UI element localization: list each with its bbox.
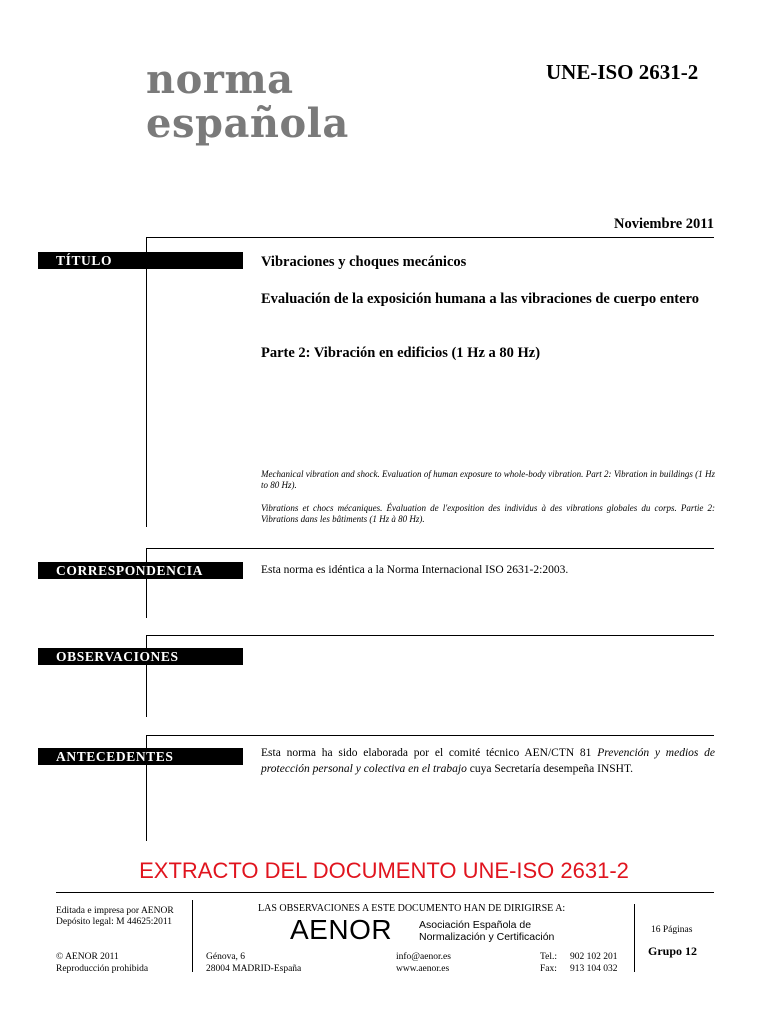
footer-fax: 913 104 032 — [570, 964, 618, 974]
antecedentes-text-a: Esta norma ha sido elaborada por el comité técnico AEN/CTN 81 — [261, 747, 598, 759]
section-rule-antecedentes — [146, 735, 714, 736]
antecedentes-text — [261, 745, 715, 777]
section-label-observaciones: OBSERVACIONES — [38, 648, 243, 665]
brand-line-2: española — [146, 100, 349, 147]
document-code: UNE-ISO 2631-2 — [546, 60, 699, 84]
footer-edited: Editada e impresa por AENOR — [56, 906, 174, 916]
footer-pages: 16 Páginas — [651, 925, 693, 935]
footer-web: www.aenor.es — [396, 964, 450, 974]
brand-line-1: norma — [146, 56, 294, 103]
section-label-antecedentes: ANTECEDENTES — [38, 748, 243, 765]
section-vrule-titulo — [146, 237, 147, 527]
publication-date: Noviembre 2011 — [613, 216, 714, 232]
footer-city: 28004 MADRID-España — [206, 964, 302, 974]
brand-logo-text — [146, 58, 349, 146]
footer-copyright: © AENOR 2011 — [56, 952, 119, 962]
aenor-association-line-1: Asociación Española de — [419, 919, 532, 931]
section-vrule-correspondencia — [146, 548, 147, 618]
section-rule-titulo — [146, 237, 714, 238]
footer-email: info@aenor.es — [396, 952, 451, 962]
section-label-titulo: TÍTULO — [38, 252, 243, 269]
aenor-logo-text: AENOR — [290, 914, 393, 945]
footer-tel: 902 102 201 — [570, 952, 618, 962]
footer-left-divider — [192, 900, 193, 972]
section-rule-correspondencia — [146, 548, 714, 549]
extract-banner: EXTRACTO DEL DOCUMENTO UNE-ISO 2631-2 — [139, 858, 629, 883]
footer-right-divider — [634, 904, 635, 972]
title-line-3: Parte 2: Vibración en edificios (1 Hz a 80 Hz) — [261, 345, 541, 361]
section-label-correspondencia: CORRESPONDENCIA — [38, 562, 243, 579]
footer-tel-label: Tel.: — [540, 952, 558, 962]
title-line-1: Vibraciones y choques mecánicos — [261, 254, 467, 270]
section-rule-observaciones — [146, 635, 714, 636]
title-english: Mechanical vibration and shock. Evaluation of human exposure to whole-body vibration. Part 2: Vibration in buildings (1 Hz to 80 Hz). — [261, 469, 715, 490]
title-french: Vibrations et chocs mécaniques. Évaluation de l'exposition des individus à des vibrations globales du corps. Partie 2: Vibrations dans les bâtiments (1 Hz à 80 Hz). — [261, 503, 715, 524]
antecedentes-text-c: cuya Secretaría desempeña INSHT. — [466, 763, 634, 775]
footer-observations-header: LAS OBSERVACIONES A ESTE DOCUMENTO HAN DE DIRIGIRSE A: — [258, 903, 566, 914]
aenor-association — [419, 919, 554, 943]
footer-top-rule — [56, 892, 714, 893]
aenor-association-line-2: Normalización y Certificación — [419, 931, 555, 943]
footer-group: Grupo 12 — [648, 944, 698, 958]
footer-street: Génova, 6 — [206, 952, 246, 962]
footer-reproduction: Reproducción prohibida — [56, 964, 149, 974]
title-line-2: Evaluación de la exposición humana a las vibraciones de cuerpo entero — [261, 291, 699, 307]
footer-deposit: Depósito legal: M 44625:2011 — [56, 917, 173, 927]
antecedentes-committee-name: Prevención y medios de protección personal y colectiva en el trabajo — [261, 747, 715, 775]
correspondencia-text: Esta norma es idéntica a la Norma Internacional ISO 2631-2:2003. — [261, 564, 569, 576]
footer-fax-label: Fax: — [540, 964, 557, 974]
